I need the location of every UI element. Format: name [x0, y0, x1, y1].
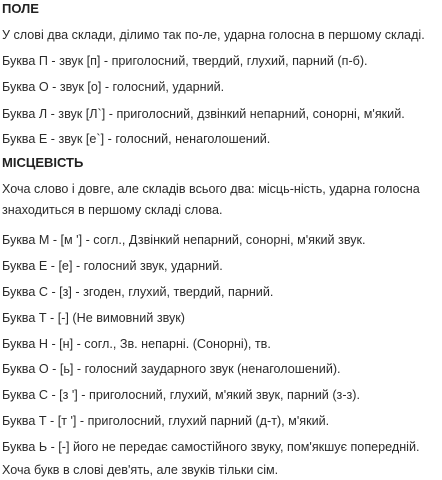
letter-line: Буква Е - звук [е`] - голосний, ненаголошений.: [2, 132, 271, 146]
section-title-mistsevist: МІСЦЕВІСТЬ: [2, 155, 84, 170]
letter-line: Буква О - звук [о] - голосний, ударний.: [2, 80, 225, 94]
letter-line: Буква П - звук [п] - приголосний, твердий, глухий, парний (п-б).: [2, 54, 368, 68]
letter-line: Буква Н - [н] - согл., Зв. непарні. (Сонорні), тв.: [2, 337, 271, 351]
letter-line: Буква Ь - [-] його не передає самостійного звуку, пом'якшує попередній.: [2, 440, 420, 454]
letter-line: Буква С - [з] - згоден, глухий, твердий, парний.: [2, 285, 274, 299]
letter-line: Буква С - [з '] - приголосний, глухий, м'який звук, парний (з-з).: [2, 388, 360, 402]
letter-line: Буква Т - [т '] - приголосний, глухий парний (д-т), м'який.: [2, 414, 330, 428]
section-intro: У слові два склади, ділимо так по-ле, ударна голосна в першому складі.: [2, 28, 425, 42]
letter-line: Буква Т - [-] (Не вимовний звук): [2, 311, 186, 325]
section-conclusion: Хоча букв в слові дев'ять, але звуків тільки сім.: [2, 463, 279, 477]
letter-line: Буква Е - [е] - голосний звук, ударний.: [2, 259, 223, 273]
letter-line: Буква О - [ь] - голосний заударного звук (ненаголошений).: [2, 362, 341, 376]
letter-line: Буква Л - звук [Л`] - приголосний, дзвінкий непарний, сонорні, м'який.: [2, 107, 405, 121]
letter-line: Буква М - [м '] - согл., Дзвінкий непарний, сонорні, м'який звук.: [2, 233, 366, 247]
section-intro: Хоча слово і довге, але складів всього два: місць-ність, ударна голосна знаходиться в першому складі слова.: [2, 182, 420, 217]
section-title-pole: ПОЛЕ: [2, 1, 39, 16]
